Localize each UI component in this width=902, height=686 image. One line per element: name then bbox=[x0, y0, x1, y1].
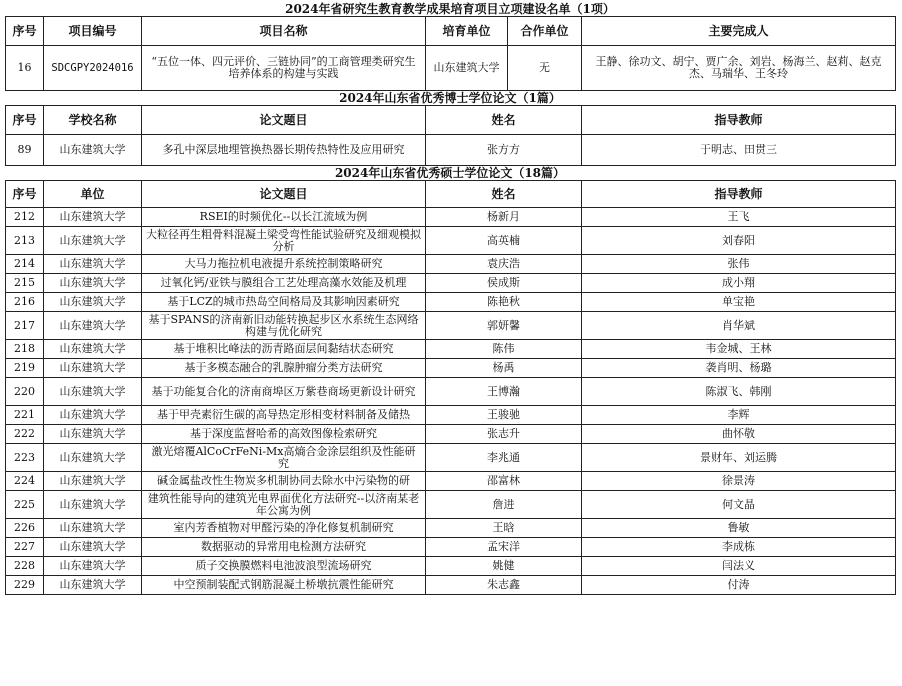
table-row bbox=[6, 444, 896, 472]
table-row bbox=[6, 274, 896, 293]
cell-unit: 山东建筑大学 bbox=[44, 425, 142, 444]
cell-name: 李兆通 bbox=[426, 444, 582, 472]
table-header-row bbox=[6, 17, 896, 46]
header-cell: 项目编号 bbox=[44, 17, 142, 46]
header-cell: 指导教师 bbox=[582, 181, 896, 208]
cell-advisor: 李成栋 bbox=[582, 538, 896, 557]
header-cell: 序号 bbox=[6, 181, 44, 208]
cell-unit: 山东建筑大学 bbox=[44, 208, 142, 227]
cell-unit: 山东建筑大学 bbox=[44, 255, 142, 274]
table-row bbox=[6, 519, 896, 538]
cell-unit: 山东建筑大学 bbox=[44, 472, 142, 491]
cell-advisor: 于明志、田贯三 bbox=[582, 135, 896, 166]
cell-no: 221 bbox=[6, 406, 44, 425]
cell-paper-title: 中空预制装配式钢筋混凝土桥墩抗震性能研究 bbox=[142, 576, 426, 595]
header-cell: 培育单位 bbox=[426, 17, 508, 46]
cell-name: 邵富林 bbox=[426, 472, 582, 491]
cell-name: 朱志鑫 bbox=[426, 576, 582, 595]
cell-no: 220 bbox=[6, 378, 44, 406]
table-row bbox=[6, 46, 896, 91]
header-cell: 学校名称 bbox=[44, 106, 142, 135]
table-row bbox=[6, 406, 896, 425]
cell-no: 228 bbox=[6, 557, 44, 576]
document-page bbox=[5, 2, 895, 595]
cell-no: 212 bbox=[6, 208, 44, 227]
cell-paper-title: 基于多模态融合的乳腺肿瘤分类方法研究 bbox=[142, 359, 426, 378]
cell-paper-title: 碱金属盐改性生物炭多机制协同去除水中污染物的研 bbox=[142, 472, 426, 491]
table-row bbox=[6, 208, 896, 227]
cell-name: 郭妍馨 bbox=[426, 312, 582, 340]
section3-title: 2024年山东省优秀硕士学位论文（18篇） bbox=[334, 166, 566, 180]
cell-unit: 山东建筑大学 bbox=[44, 293, 142, 312]
header-cell: 序号 bbox=[6, 106, 44, 135]
cell-name: 侯成斯 bbox=[426, 274, 582, 293]
table-row bbox=[6, 425, 896, 444]
cell-no: 219 bbox=[6, 359, 44, 378]
cell-no: 222 bbox=[6, 425, 44, 444]
cell-paper-title: 数据驱动的异常用电检测方法研究 bbox=[142, 538, 426, 557]
header-cell: 论文题目 bbox=[142, 181, 426, 208]
cell-unit: 山东建筑大学 bbox=[44, 538, 142, 557]
cell-no: 227 bbox=[6, 538, 44, 557]
cell-name: 杨禹 bbox=[426, 359, 582, 378]
cell-advisor: 韦金城、王林 bbox=[582, 340, 896, 359]
project-table bbox=[5, 16, 896, 91]
cell-advisor: 袭肖明、杨璐 bbox=[582, 359, 896, 378]
cell-name: 陈伟 bbox=[426, 340, 582, 359]
cell-unit: 山东建筑大学 bbox=[44, 519, 142, 538]
cell-no: 223 bbox=[6, 444, 44, 472]
cell-advisor: 何文晶 bbox=[582, 491, 896, 519]
cell-project-code: SDCGPY2024016 bbox=[44, 46, 142, 91]
cell-name: 王博瀚 bbox=[426, 378, 582, 406]
cell-advisor: 张伟 bbox=[582, 255, 896, 274]
cell-name: 陈艳秋 bbox=[426, 293, 582, 312]
table-header-row bbox=[6, 181, 896, 208]
cell-paper-title: 激光熔覆AlCoCrFeNi-Mx高熵合金涂层组织及性能研究 bbox=[142, 444, 426, 472]
cell-unit: 山东建筑大学 bbox=[44, 312, 142, 340]
cell-advisor: 成小翔 bbox=[582, 274, 896, 293]
cell-paper-title: 建筑性能导向的建筑光电界面优化方法研究--以济南某老年公寓为例 bbox=[142, 491, 426, 519]
cell-paper-title: 基于功能复合化的济南商埠区万紫巷商场更新设计研究 bbox=[142, 378, 426, 406]
table-row bbox=[6, 472, 896, 491]
cell-no: 217 bbox=[6, 312, 44, 340]
cell-paper-title: 基于甲壳素衍生碳的高导热定形相变材料制备及储热 bbox=[142, 406, 426, 425]
cell-no: 225 bbox=[6, 491, 44, 519]
table-row bbox=[6, 293, 896, 312]
cell-no: 214 bbox=[6, 255, 44, 274]
header-cell: 单位 bbox=[44, 181, 142, 208]
cell-no: 218 bbox=[6, 340, 44, 359]
table-row bbox=[6, 340, 896, 359]
header-cell: 指导教师 bbox=[582, 106, 896, 135]
cell-unit: 山东建筑大学 bbox=[44, 359, 142, 378]
header-cell: 论文题目 bbox=[142, 106, 426, 135]
cell-advisor: 陈淑飞、韩刚 bbox=[582, 378, 896, 406]
cell-advisor: 闫法义 bbox=[582, 557, 896, 576]
cell-unit: 山东建筑大学 bbox=[44, 557, 142, 576]
cell-unit: 山东建筑大学 bbox=[44, 227, 142, 255]
cell-partner: 无 bbox=[508, 46, 582, 91]
cell-advisor: 李辉 bbox=[582, 406, 896, 425]
cell-no: 216 bbox=[6, 293, 44, 312]
cell-paper-title: 质子交换膜燃料电池波浪型流场研究 bbox=[142, 557, 426, 576]
masters-table-body bbox=[6, 208, 896, 595]
header-cell: 姓名 bbox=[426, 106, 582, 135]
cell-advisor: 徐景涛 bbox=[582, 472, 896, 491]
cell-name: 杨新月 bbox=[426, 208, 582, 227]
cell-name: 姚健 bbox=[426, 557, 582, 576]
cell-name: 王骏驰 bbox=[426, 406, 582, 425]
table-row bbox=[6, 135, 896, 166]
table-row bbox=[6, 312, 896, 340]
table-row bbox=[6, 557, 896, 576]
cell-name: 王晗 bbox=[426, 519, 582, 538]
table-row bbox=[6, 255, 896, 274]
cell-name: 张方方 bbox=[426, 135, 582, 166]
cell-advisor: 肖华斌 bbox=[582, 312, 896, 340]
table-row bbox=[6, 359, 896, 378]
table-row bbox=[6, 538, 896, 557]
cell-advisor: 付涛 bbox=[582, 576, 896, 595]
cell-no: 224 bbox=[6, 472, 44, 491]
cell-paper-title: 基于深度监督哈希的高效图像检索研究 bbox=[142, 425, 426, 444]
header-cell: 序号 bbox=[6, 17, 44, 46]
table-row bbox=[6, 491, 896, 519]
phd-table bbox=[5, 105, 896, 166]
cell-paper-title: 基于堆积比峰法的沥青路面层间黏结状态研究 bbox=[142, 340, 426, 359]
cell-paper-title: 大粒径再生粗骨料混凝土梁受弯性能试验研究及细观模拟分析 bbox=[142, 227, 426, 255]
cell-paper-title: 过氧化钙/亚铁与膜组合工艺处理高藻水效能及机理 bbox=[142, 274, 426, 293]
cell-no: 89 bbox=[6, 135, 44, 166]
cell-unit: 山东建筑大学 bbox=[44, 444, 142, 472]
cell-paper-title: 多孔中深层地埋管换热器长期传热特性及应用研究 bbox=[142, 135, 426, 166]
cell-unit: 山东建筑大学 bbox=[44, 576, 142, 595]
table-row bbox=[6, 378, 896, 406]
cell-paper-title: RSEI的时频优化--以长江流域为例 bbox=[142, 208, 426, 227]
cell-no: 213 bbox=[6, 227, 44, 255]
cell-unit: 山东建筑大学 bbox=[44, 491, 142, 519]
cell-no: 215 bbox=[6, 274, 44, 293]
cell-advisor: 曲怀敬 bbox=[582, 425, 896, 444]
cell-unit: 山东建筑大学 bbox=[426, 46, 508, 91]
cell-name: 张志升 bbox=[426, 425, 582, 444]
cell-advisor: 单宝艳 bbox=[582, 293, 896, 312]
masters-table bbox=[5, 180, 896, 595]
cell-advisor: 王飞 bbox=[582, 208, 896, 227]
cell-no: 229 bbox=[6, 576, 44, 595]
cell-project-name: “五位一体、四元评价、三链协同”的工商管理类研究生培养体系的构建与实践 bbox=[142, 46, 426, 91]
cell-school: 山东建筑大学 bbox=[44, 135, 142, 166]
cell-unit: 山东建筑大学 bbox=[44, 274, 142, 293]
cell-name: 袁庆浩 bbox=[426, 255, 582, 274]
table-row bbox=[6, 576, 896, 595]
cell-paper-title: 基于LCZ的城市热岛空间格局及其影响因素研究 bbox=[142, 293, 426, 312]
header-cell: 项目名称 bbox=[142, 17, 426, 46]
table-header-row bbox=[6, 106, 896, 135]
cell-unit: 山东建筑大学 bbox=[44, 406, 142, 425]
cell-no: 16 bbox=[6, 46, 44, 91]
cell-paper-title: 大马力拖拉机电液提升系统控制策略研究 bbox=[142, 255, 426, 274]
table-row bbox=[6, 227, 896, 255]
cell-name: 詹进 bbox=[426, 491, 582, 519]
header-cell: 主要完成人 bbox=[582, 17, 896, 46]
cell-advisor: 鲁敏 bbox=[582, 519, 896, 538]
cell-name: 孟宋洋 bbox=[426, 538, 582, 557]
cell-unit: 山东建筑大学 bbox=[44, 340, 142, 359]
section1-title: 2024年省研究生教育教学成果培育项目立项建设名单（1项） bbox=[285, 2, 615, 16]
cell-unit: 山东建筑大学 bbox=[44, 378, 142, 406]
cell-name: 高英楠 bbox=[426, 227, 582, 255]
cell-advisor: 刘春阳 bbox=[582, 227, 896, 255]
cell-advisor: 景财年、刘运腾 bbox=[582, 444, 896, 472]
header-cell: 合作单位 bbox=[508, 17, 582, 46]
section2-title: 2024年山东省优秀博士学位论文（1篇） bbox=[339, 91, 561, 105]
cell-people: 王静、徐功文、胡宁、贾广余、刘岩、杨海兰、赵莉、赵克杰、马瑞华、王冬玲 bbox=[582, 46, 896, 91]
header-cell: 姓名 bbox=[426, 181, 582, 208]
cell-paper-title: 基于SPANS的济南新旧动能转换起步区水系统生态网络构建与优化研究 bbox=[142, 312, 426, 340]
cell-paper-title: 室内芳香植物对甲醛污染的净化修复机制研究 bbox=[142, 519, 426, 538]
cell-no: 226 bbox=[6, 519, 44, 538]
